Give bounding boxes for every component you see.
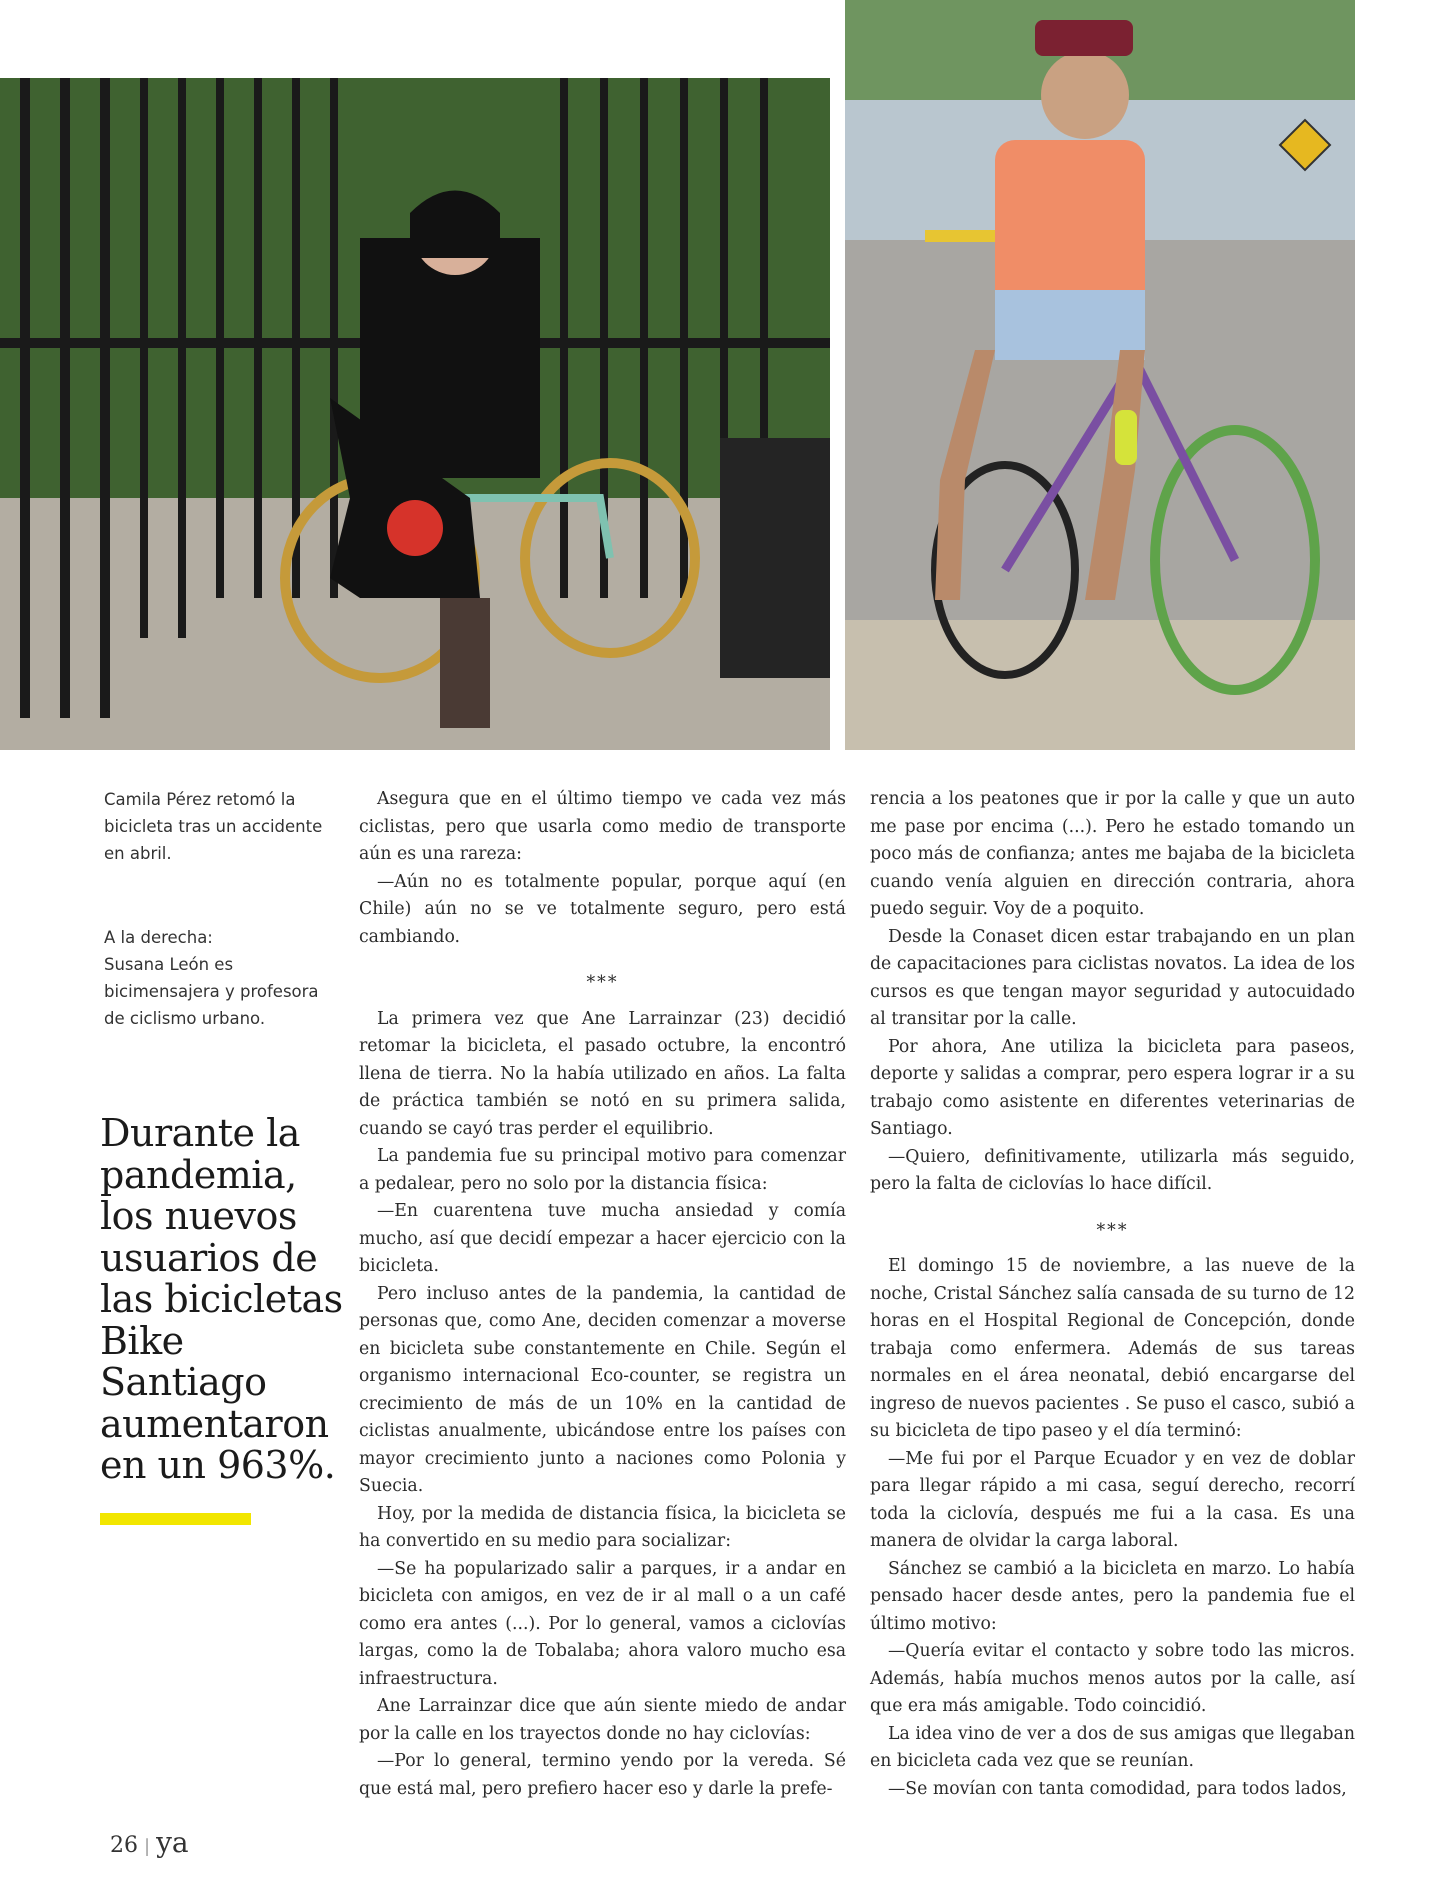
magazine-logo: ya: [156, 1826, 189, 1859]
right-photo: [845, 0, 1355, 750]
paragraph: La idea vino de ver a dos de sus amigas que llegaban en bicicleta cada vez que se reunían.: [870, 1723, 1355, 1771]
section-divider: ***: [1096, 1220, 1129, 1241]
left-photo-illustration: [0, 78, 830, 750]
paragraph: Ane Larrainzar dice que aún siente miedo de andar por la calle en los trayectos donde no hay ciclovías:: [359, 1696, 846, 1744]
caption-text: Susana León es bicimensajera y profesora de ciclismo urbano.: [104, 955, 319, 1028]
paragraph: —Quería evitar el contacto y sobre todo las micros. Además, había muchos menos autos por la calle, así que era más amigable. Todo coincidió.: [870, 1641, 1355, 1716]
paragraph: —Se ha popularizado salir a parques, ir a andar en bicicleta con amigos, en vez de ir al mall o a un café como era antes (...). Por lo general, vamos a ciclovías largas, como la de Tobalaba; ahora valoro mucho esa infraestructura.: [359, 1558, 846, 1689]
page-number: 26: [110, 1833, 138, 1858]
left-photo: [0, 78, 830, 750]
section-divider: ***: [586, 973, 619, 993]
photo-caption-left: Camila Pérez retomó la bicicleta tras un accidente en abril.: [104, 790, 323, 863]
paragraph: Pero incluso antes de la pandemia, la cantidad de personas que, como Ane, deciden comenzar a moverse en bicicleta sube constantemente en Chile. Según el organismo internacional Eco-counter, se registra un crecimiento de más de un 10% en la cantidad de ciclistas anualmente, ubicándose entre los países con mayor crecimiento junto a naciones como Polonia y Suecia.: [359, 1283, 846, 1496]
paragraph: Asegura que en el último tiempo ve cada vez más ciclistas, pero que usarla como medio de transporte aún es una rareza:: [359, 789, 846, 864]
paragraph: —Me fui por el Parque Ecuador y en vez de doblar para llegar rápido a mi casa, seguí derecho, recorrí toda la ciclovía, después me fui a la casa. Es una manera de olvidar la carga laboral.: [870, 1448, 1355, 1551]
article-column-2: [870, 786, 1355, 1803]
paragraph: —Se movían con tanta comodidad, para todos lados,: [888, 1778, 1347, 1799]
right-photo-illustration: [845, 0, 1355, 750]
paragraph: —Quiero, definitivamente, utilizarla más seguido, pero la falta de ciclovías lo hace difícil.: [870, 1146, 1355, 1194]
footer-separator: |: [144, 1836, 151, 1857]
paragraph: Sánchez se cambió a la bicicleta en marzo. Lo había pensado hacer desde antes, pero la pandemia fue el último motivo:: [870, 1558, 1355, 1634]
article-column-1: [359, 786, 846, 1803]
caption-lead: A la derecha:: [104, 928, 213, 947]
photo-caption-right: [104, 924, 324, 1032]
paragraph: La pandemia fue su principal motivo para comenzar a pedalear, pero no solo por la distancia física:: [359, 1146, 846, 1194]
paragraph: La primera vez que Ane Larrainzar (23) decidió retomar la bicicleta, el pasado octubre, la encontró llena de tierra. No la había utilizado en años. La falta de práctica también se notó en su primera salida, cuando se cayó tras perder el equilibrio.: [359, 1008, 846, 1139]
paragraph: —Por lo general, termino yendo por la vereda. Sé que está mal, pero prefiero hacer eso y darle la prefe-: [359, 1751, 846, 1799]
paragraph: —Aún no es totalmente popular, porque aquí (en Chile) aún no se ve totalmente seguro, pero está cambiando.: [359, 871, 846, 947]
paragraph: El domingo 15 de noviembre, a las nueve de la noche, Cristal Sánchez salía cansada de su turno de 12 horas en el Hospital Regional de Concepción, donde trabaja como enfermera. Además de sus tareas normales en el área neonatal, debió encargarse del ingreso de nuevos pacientes . Se puso el casco, subió a su bicicleta de tipo paseo y el día terminó:: [870, 1256, 1355, 1441]
paragraph: rencia a los peatones que ir por la calle y que un auto me pase por encima (...). Pero he estado tomando un poco más de confianza; antes me bajaba de la bicicleta cuando venía alguien en dirección contraria, ahora puedo seguir. Voy de a poquito.: [870, 789, 1355, 919]
paragraph: Por ahora, Ane utiliza la bicicleta para paseos, deporte y salidas a comprar, pero espera lograr ir a su trabajo como asistente en diferentes veterinarias de Santiago.: [870, 1036, 1355, 1139]
page-footer: [110, 1826, 189, 1859]
paragraph: —En cuarentena tuve mucha ansiedad y comía mucho, así que decidí empezar a hacer ejercicio con la bicicleta.: [359, 1201, 846, 1276]
paragraph: Hoy, por la medida de distancia física, la bicicleta se ha convertido en su medio para socializar:: [359, 1503, 846, 1551]
pull-quote: Durante la pandemia, los nuevos usuarios de las bicicletas Bike Santiago aumentaron en un 963%.: [100, 1111, 343, 1487]
accent-bar: [100, 1513, 251, 1525]
paragraph: Desde la Conaset dicen estar trabajando en un plan de capacitaciones para ciclistas novatos. La idea de los cursos es que tengan mayor seguridad y autocuidado al transitar por la calle.: [870, 926, 1355, 1029]
